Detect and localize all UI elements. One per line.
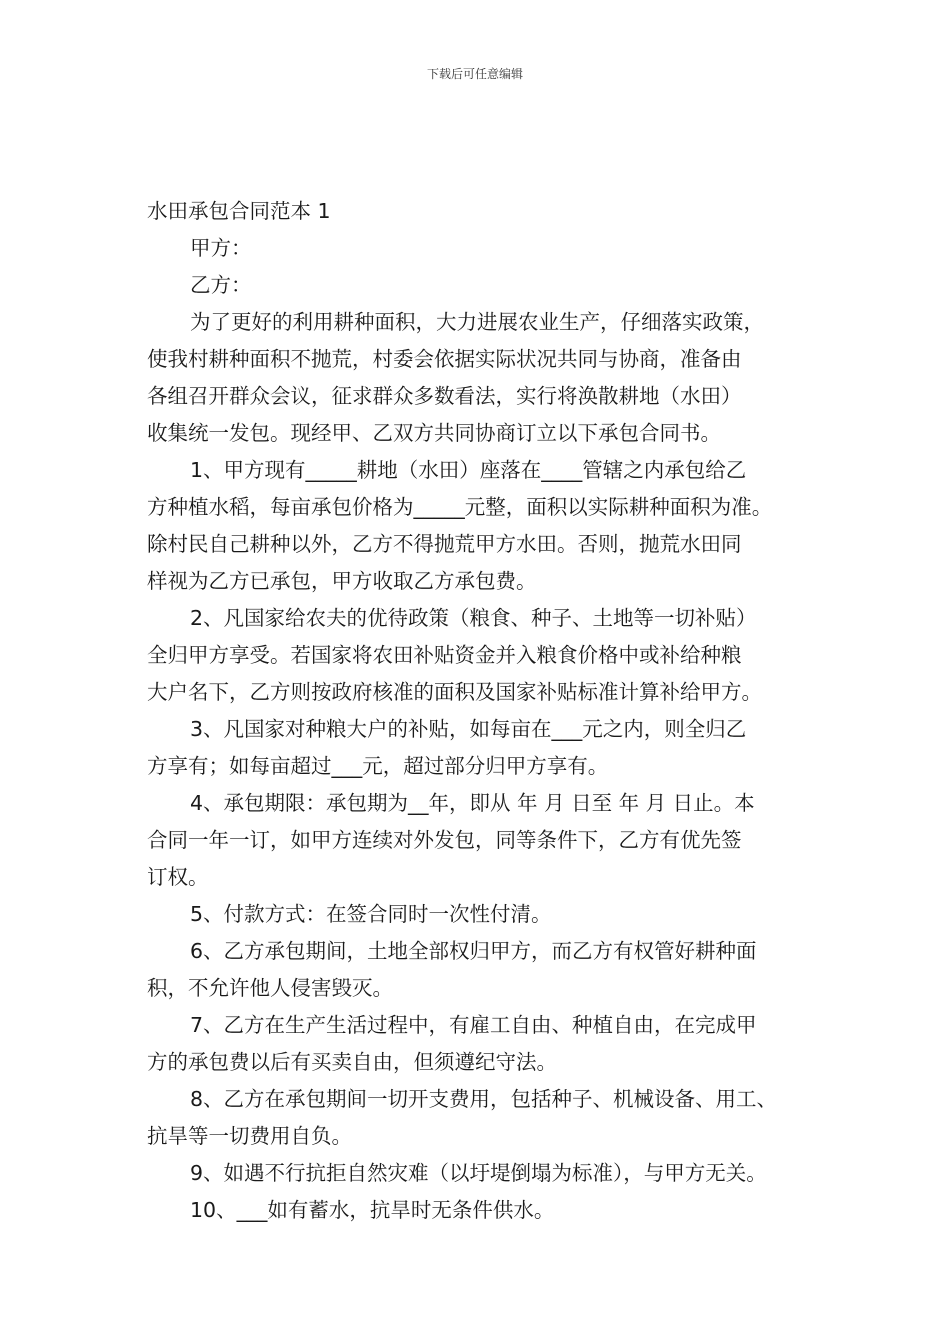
document-line: 使我村耕种面积不抛荒，村委会依据实际状况共同与协商，准备由	[147, 347, 742, 371]
document-line: 乙方：	[190, 273, 252, 297]
document-line: 为了更好的利用耕种面积，大力进展农业生产，仔细落实政策，	[190, 310, 764, 334]
document-line: 1、甲方现有_____耕地（水田）座落在____管辖之内承包给乙	[190, 458, 747, 482]
document-text	[147, 230, 827, 1229]
document-line: 方享有；如每亩超过___元，超过部分归甲方享有。	[147, 754, 609, 778]
document-line: 合同一年一订，如甲方连续对外发包，同等条件下，乙方有优先签	[147, 828, 742, 852]
document-line: 6、乙方承包期间，土地全部权归甲方，而乙方有权管好耕种面	[190, 939, 757, 963]
document-line: 样视为乙方已承包，甲方收取乙方承包费。	[147, 569, 537, 593]
document-body	[147, 193, 827, 1229]
document-line: 9、如遇不行抗拒自然灾难（以圩堤倒塌为标准），与甲方无关。	[190, 1161, 767, 1185]
document-line: 甲方：	[190, 236, 252, 260]
document-line: 方种植水稻，每亩承包价格为_____元整，面积以实际耕种面积为准。	[147, 495, 773, 519]
document-line: 8、乙方在承包期间一切开支费用，包括种子、机械设备、用工、	[190, 1087, 778, 1111]
document-line: 除村民自己耕种以外，乙方不得抛荒甲方水田。否则，抛荒水田同	[147, 532, 742, 556]
document-line: 7、乙方在生产生活过程中，有雇工自由、种植自由，在完成甲	[190, 1013, 757, 1037]
document-line: 4、承包期限：承包期为__年，即从 年 月 日至 年 月 日止。本	[190, 791, 755, 815]
document-line: 各组召开群众会议，征求群众多数看法，实行将涣散耕地（水田）	[147, 384, 742, 408]
document-line: 方的承包费以后有买卖自由，但须遵纪守法。	[147, 1050, 557, 1074]
document-line: 收集统一发包。现经甲、乙双方共同协商订立以下承包合同书。	[147, 421, 721, 445]
page-header-note: 下载后可任意编辑	[426, 67, 523, 81]
document-line: 积，不允许他人侵害毁灭。	[147, 976, 393, 1000]
document-line: 订权。	[147, 865, 209, 889]
document-line: 3、凡国家对种粮大户的补贴，如每亩在___元之内，则全归乙	[190, 717, 747, 741]
document-line: 2、凡国家给农夫的优待政策（粮食、种子、土地等一切补贴）	[190, 606, 757, 630]
document-line: 10、___如有蓄水，抗旱时无条件供水。	[190, 1198, 555, 1222]
document-line: 抗旱等一切费用自负。	[147, 1124, 352, 1148]
document-line: 5、付款方式：在签合同时一次性付清。	[190, 902, 552, 926]
document-line: 全归甲方享受。若国家将农田补贴资金并入粮食价格中或补给种粮	[147, 643, 742, 667]
document-line: 大户名下，乙方则按政府核准的面积及国家补贴标准计算补给甲方。	[147, 680, 762, 704]
document-title: 水田承包合同范本 1	[147, 199, 331, 223]
